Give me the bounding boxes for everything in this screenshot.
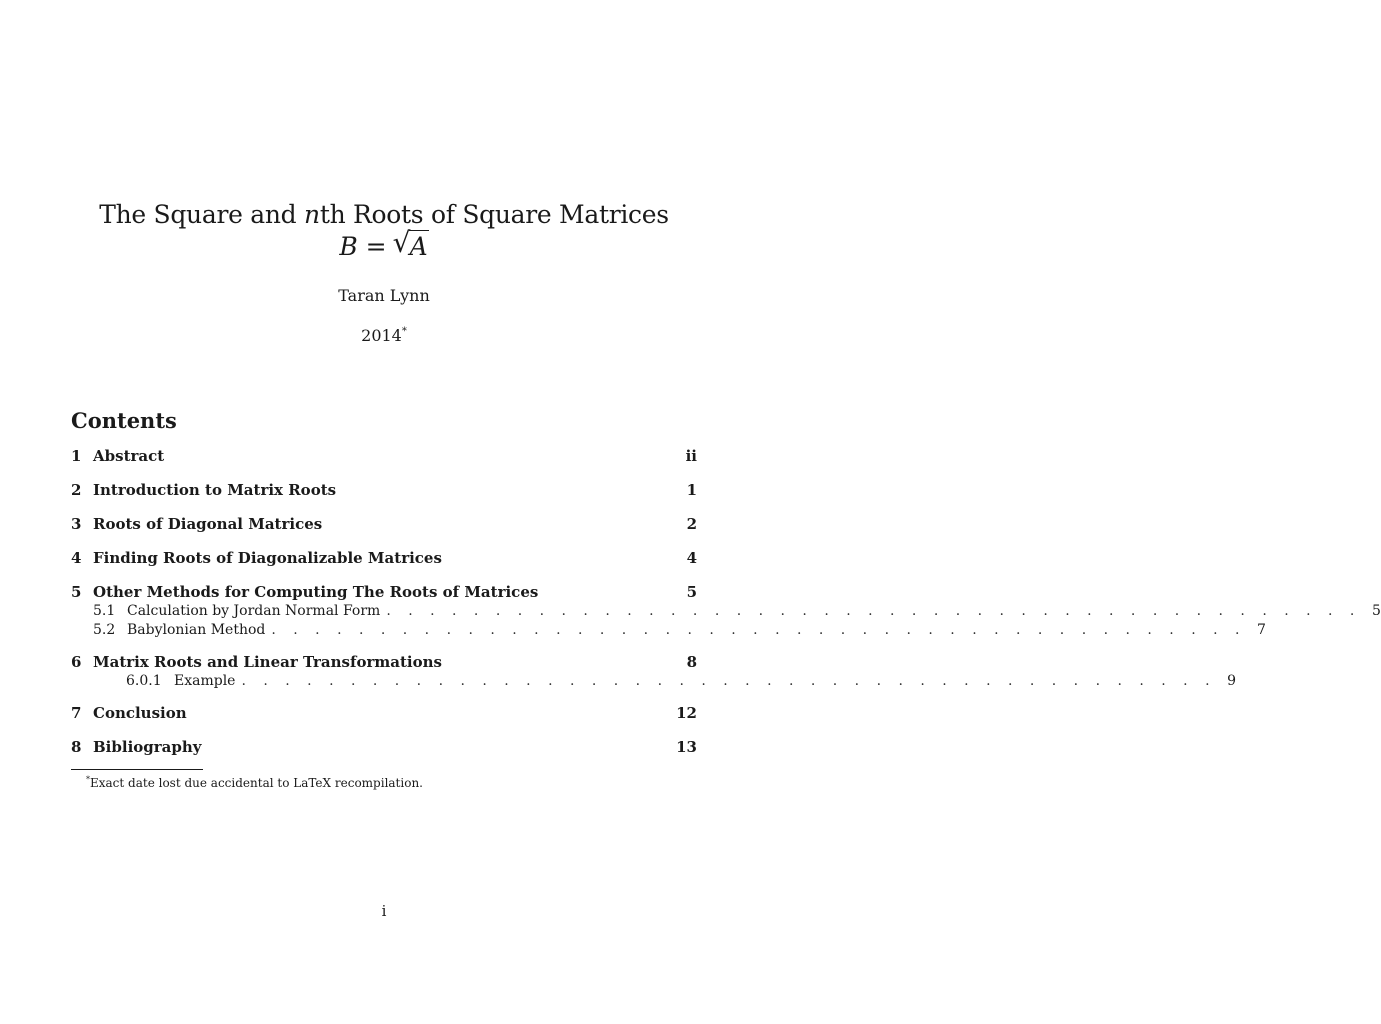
equation-lhs: B	[339, 232, 358, 261]
toc-title: Babylonian Method	[127, 622, 266, 638]
toc-number: 6.0.1	[126, 673, 162, 689]
toc-page: 1	[686, 481, 697, 499]
dot-leader: . . . . . . . . . . . . . . . . . . . . . . . . . . . . . . . . . . . . . . . . . . . . .	[271, 622, 1246, 638]
toc-number: 5	[71, 583, 82, 601]
equation-radicand: A	[409, 232, 428, 261]
toc-title: Other Methods for Computing The Roots of Matrices	[93, 583, 539, 601]
toc-entry-abstract[interactable]	[71, 446, 697, 466]
toc-title: Example	[174, 673, 236, 689]
toc-page: 9	[1227, 673, 1237, 689]
toc-title: Calculation by Jordan Normal Form	[127, 603, 381, 619]
footnote	[86, 772, 423, 791]
toc-subentry-jordan-normal-form[interactable]	[71, 602, 1381, 621]
toc-title: Abstract	[93, 447, 165, 465]
toc-title: Bibliography	[93, 738, 202, 756]
toc-subentry-example[interactable]	[71, 672, 1237, 691]
date-footnote-mark: *	[401, 326, 407, 337]
square-root	[392, 226, 429, 263]
table-of-contents	[71, 446, 1381, 757]
radical-sign-icon: √	[392, 226, 411, 259]
footnote-text: Exact date lost due accidental to LaTeX recompilation.	[90, 776, 423, 790]
toc-subentry-babylonian-method[interactable]	[71, 621, 1266, 640]
toc-number: 3	[71, 515, 82, 533]
toc-entry-bibliography[interactable]	[71, 737, 697, 757]
toc-page: 4	[686, 549, 697, 567]
toc-number: 1	[71, 447, 82, 465]
toc-title: Conclusion	[93, 704, 187, 722]
document-title	[0, 199, 768, 231]
toc-entry-conclusion[interactable]	[71, 703, 697, 723]
toc-number: 5.1	[93, 603, 116, 619]
page-number: i	[381, 902, 387, 920]
toc-title: Roots of Diagonal Matrices	[93, 515, 323, 533]
toc-entry-linear-transformations[interactable]	[71, 652, 697, 672]
toc-page: ii	[685, 447, 697, 465]
toc-entry-introduction[interactable]	[71, 480, 697, 500]
title-italic-n: n	[304, 200, 320, 229]
title-prefix: The Square and	[99, 200, 305, 229]
footnote-rule	[71, 769, 203, 770]
footnote-mark: *	[86, 775, 90, 784]
toc-entry-diagonal-matrices[interactable]	[71, 514, 697, 534]
date-year: 2014	[361, 326, 402, 345]
toc-number: 8	[71, 738, 82, 756]
toc-number: 5.2	[93, 622, 116, 638]
toc-entry-other-methods[interactable]	[71, 582, 697, 602]
toc-page: 8	[686, 653, 697, 671]
toc-number: 2	[71, 481, 82, 499]
toc-title: Introduction to Matrix Roots	[93, 481, 337, 499]
title-equation	[0, 226, 768, 263]
toc-page: 13	[676, 738, 697, 756]
toc-entry-diagonalizable-matrices[interactable]	[71, 548, 697, 568]
toc-page: 12	[676, 704, 697, 722]
toc-page: 2	[686, 515, 697, 533]
author: Taran Lynn	[338, 286, 430, 305]
dot-leader: . . . . . . . . . . . . . . . . . . . . . . . . . . . . . . . . . . . . . . . . . . . . .	[241, 673, 1217, 689]
title-suffix: th Roots of Square Matrices	[319, 200, 669, 229]
toc-number: 6	[71, 653, 82, 671]
toc-number: 7	[71, 704, 82, 722]
equation-equals: =	[357, 232, 395, 261]
date	[0, 322, 768, 346]
toc-title: Finding Roots of Diagonalizable Matrices	[93, 549, 442, 567]
contents-heading: Contents	[71, 408, 177, 433]
toc-number: 4	[71, 549, 82, 567]
toc-page: 7	[1257, 622, 1266, 638]
toc-title: Matrix Roots and Linear Transformations	[93, 653, 442, 671]
toc-page: 5	[1371, 603, 1381, 619]
toc-page: 5	[686, 583, 697, 601]
dot-leader: . . . . . . . . . . . . . . . . . . . . . . . . . . . . . . . . . . . . . . . . . . . . .	[386, 603, 1361, 619]
